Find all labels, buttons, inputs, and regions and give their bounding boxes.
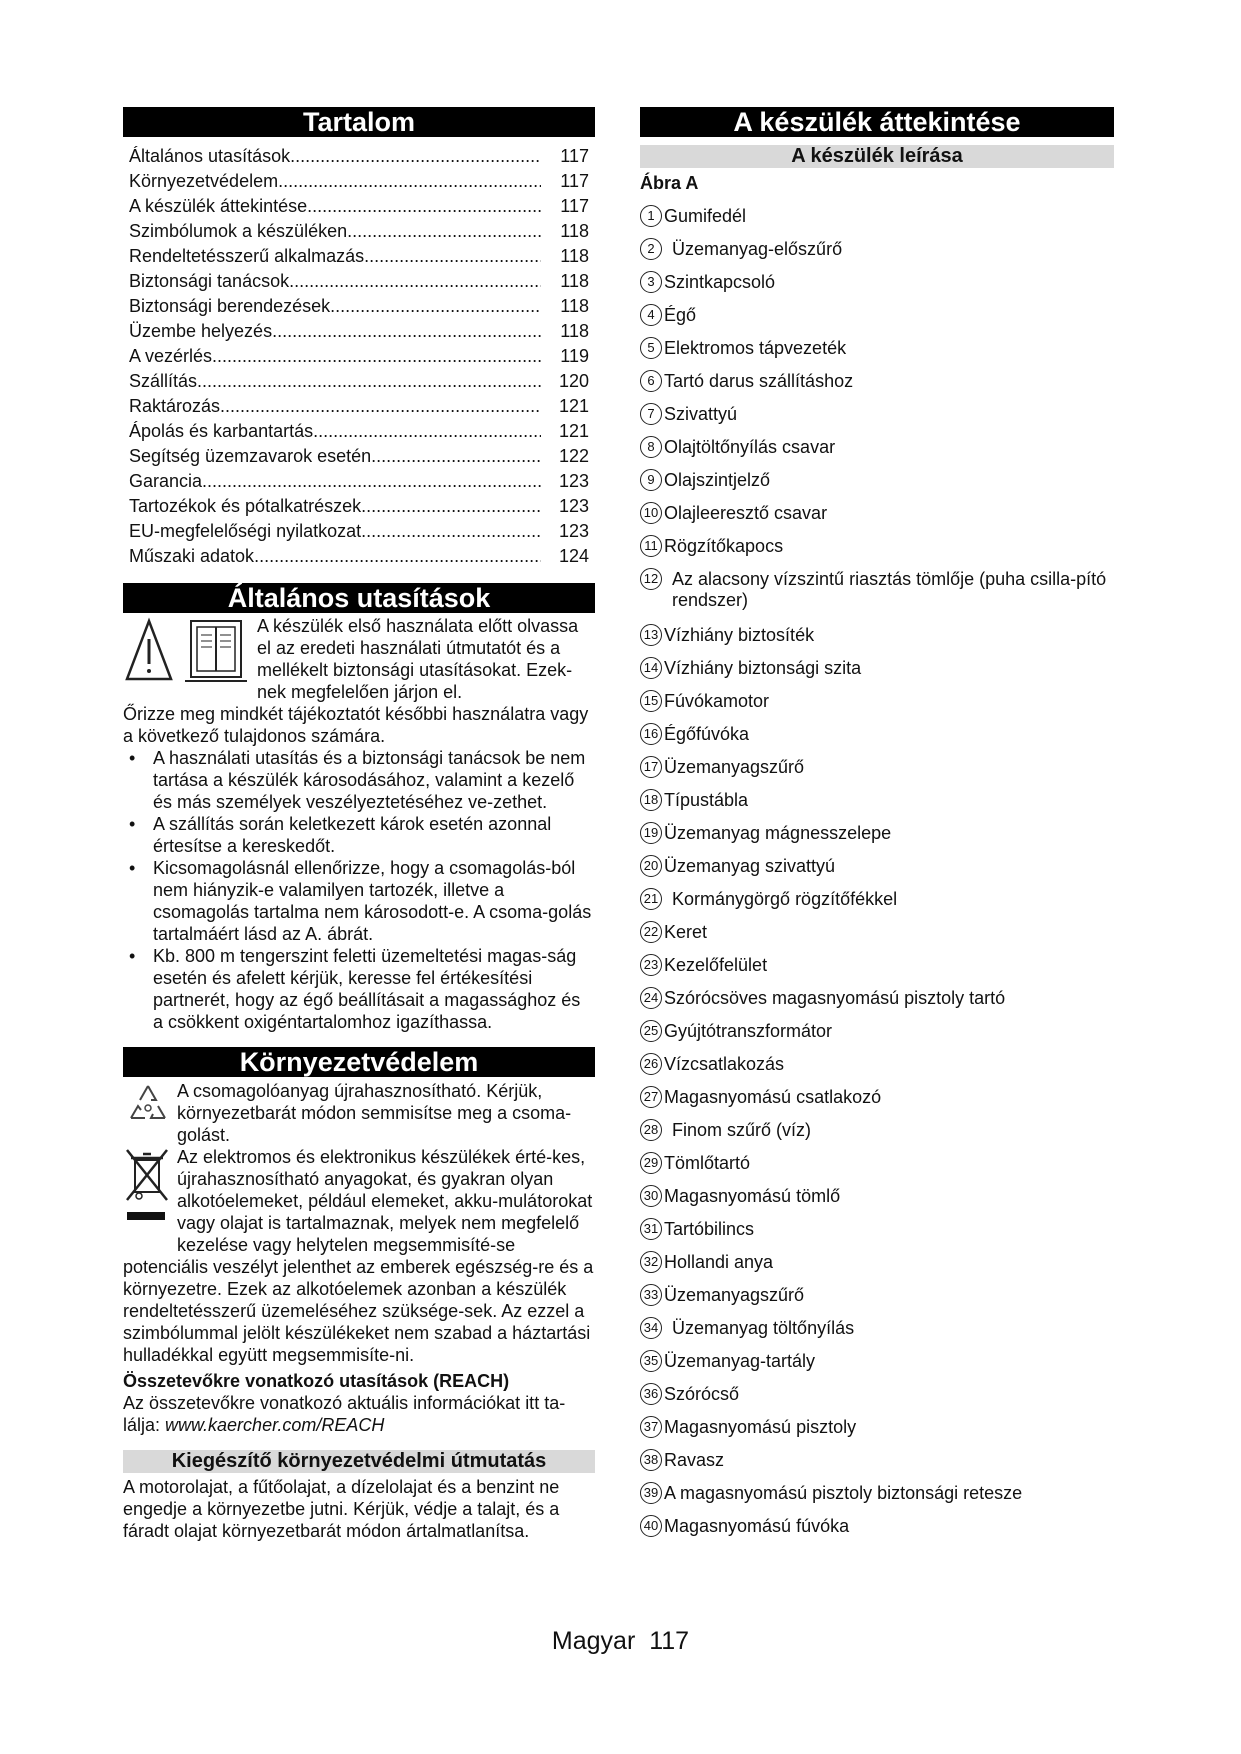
part-label: Tartóbilincs <box>664 1219 755 1239</box>
toc-entry-page: 118 <box>560 321 589 341</box>
part-label: Szórócső <box>664 1384 740 1404</box>
part-label: Elektromos tápvezeték <box>664 338 847 358</box>
toc-entry[interactable] <box>129 344 589 369</box>
overview-subtitle: A készülék leírása <box>640 145 1114 168</box>
general-keep-text: Őrizze meg mindkét tájékoztatót későbbi használatra vagy a következő tulajdonos számára. <box>123 704 589 746</box>
list-item <box>640 1180 1114 1213</box>
part-label: Ravasz <box>664 1450 725 1470</box>
part-number-badge: 38 <box>640 1449 662 1471</box>
part-number-badge: 14 <box>640 657 662 679</box>
toc-leader <box>289 269 541 294</box>
list-item <box>640 1378 1114 1411</box>
toc-leader <box>361 494 541 519</box>
part-number-badge: 36 <box>640 1383 662 1405</box>
toc-leader <box>212 344 541 369</box>
toc-entry-page: 121 <box>558 421 589 441</box>
toc-entry-page: 117 <box>560 171 589 191</box>
list-item <box>640 1081 1114 1114</box>
toc-entry[interactable] <box>129 519 589 544</box>
toc-list <box>123 137 595 569</box>
toc-entry[interactable] <box>129 269 589 294</box>
part-number-badge: 11 <box>640 535 662 557</box>
list-item <box>640 685 1114 718</box>
part-label: Kormánygörgő rögzítőfékkel <box>672 889 898 909</box>
toc-entry[interactable] <box>129 169 589 194</box>
toc-entry-label: Szállítás <box>129 371 198 391</box>
toc-entry-label: EU-megfelelőségi nyilatkozat <box>129 521 362 541</box>
list-item <box>640 497 1114 530</box>
reach-text <box>123 1392 595 1436</box>
environment-title: Környezetvédelem <box>123 1047 595 1077</box>
warning-read-manual-icon <box>123 615 253 685</box>
list-item: • Kicsomagolásnál ellenőrizze, hogy a csomagolás-ból nem hiányzik-e valamilyen tartozék, illetve a csomagolás tartalma nem károsodott-e. A csoma-golás tartalmáért lásd az A. ábrát. <box>123 857 595 945</box>
part-label: Égőfúvóka <box>664 724 750 744</box>
list-item <box>640 398 1114 431</box>
part-number-badge: 12 <box>640 568 662 590</box>
list-item <box>640 883 1114 916</box>
list-item <box>640 1114 1114 1147</box>
part-label: Magasnyomású pisztoly <box>664 1417 857 1437</box>
list-item <box>640 817 1114 850</box>
list-item <box>640 1246 1114 1279</box>
general-section <box>123 583 595 1033</box>
part-label: Égő <box>664 305 697 325</box>
extra-env-text: A motorolajat, a fűtőolajat, a dízelolajat és a benzint ne engedje a környezetbe jutni. Kérjük, védje a talajt, és a fáradt olajat környezetbarát módon ártalmatlanítsa. <box>123 1477 560 1541</box>
toc-entry-page: 121 <box>558 396 589 416</box>
part-label: Rögzítőkapocs <box>664 536 784 556</box>
part-label: Vízcsatlakozás <box>664 1054 785 1074</box>
toc-entry[interactable] <box>129 544 589 569</box>
part-number-badge: 34 <box>640 1317 662 1339</box>
part-label: Üzemanyag töltőnyílás <box>672 1318 855 1338</box>
list-item <box>640 431 1114 464</box>
toc-entry[interactable] <box>129 219 589 244</box>
part-label: Az alacsony vízszintű riasztás tömlője (puha csilla-pító rendszer) <box>672 569 1107 610</box>
part-label: Kezelőfelület <box>664 955 768 975</box>
part-label: Fúvókamotor <box>664 691 770 711</box>
part-number-badge: 21 <box>640 888 662 910</box>
part-label: Olajleeresztő csavar <box>664 503 828 523</box>
toc-entry-label: Segítség üzemzavarok esetén <box>129 446 372 466</box>
footer-page-number: 117 <box>649 1627 690 1655</box>
part-number-badge: 15 <box>640 690 662 712</box>
toc-entry-page: 123 <box>558 471 589 491</box>
list-item <box>640 784 1114 817</box>
toc-leader <box>202 469 541 494</box>
toc-entry-label: Biztonsági tanácsok <box>129 271 290 291</box>
list-item: • Kb. 800 m tengerszint feletti üzemeltetési magas-ság esetén és afelett kérjük, keresse fel értékesítési partnerét, hogy az égő beállításait a magassághoz és a csökkent oxigéntartalomhoz igazíthassa. <box>123 945 595 1033</box>
part-number-badge: 32 <box>640 1251 662 1273</box>
part-number-badge: 16 <box>640 723 662 745</box>
list-item <box>640 619 1114 652</box>
toc-entry-page: 123 <box>558 521 589 541</box>
list-item <box>640 299 1114 332</box>
recycle-icon <box>123 1080 173 1130</box>
weee-bin-icon <box>123 1146 173 1238</box>
part-label: Magasnyomású csatlakozó <box>664 1087 882 1107</box>
part-number-badge: 33 <box>640 1284 662 1306</box>
list-item <box>640 1015 1114 1048</box>
recycle-text: A csomagolóanyag újrahasznosítható. Kérjük, környezetbarát módon semmisítse meg a csoma-golást. <box>177 1081 572 1145</box>
list-item <box>640 1477 1114 1510</box>
list-item <box>640 200 1114 233</box>
toc-entry[interactable] <box>129 244 589 269</box>
part-number-badge: 5 <box>640 337 662 359</box>
list-item <box>640 1312 1114 1345</box>
toc-entry[interactable] <box>129 319 589 344</box>
part-label: Szórócsöves magasnyomású pisztoly tartó <box>664 988 1006 1008</box>
part-label: Tartó darus szállításhoz <box>664 371 854 391</box>
list-item <box>640 751 1114 784</box>
part-number-badge: 17 <box>640 756 662 778</box>
part-label: Tömlőtartó <box>664 1153 751 1173</box>
list-item: • A használati utasítás és a biztonsági tanácsok be nem tartása a készülék károsodásához, valamint a kezelő és más személyek veszélyeztetéséhez ve-zethet. <box>123 747 595 813</box>
parts-list <box>640 200 1114 1543</box>
toc-entry-page: 117 <box>560 146 589 166</box>
part-label: Szivattyú <box>664 404 738 424</box>
list-item <box>640 1048 1114 1081</box>
list-item <box>640 718 1114 751</box>
footer-language: Magyar <box>551 1627 636 1655</box>
part-label: Üzemanyag szivattyú <box>664 856 836 876</box>
list-item <box>640 365 1114 398</box>
toc-entry[interactable] <box>129 294 589 319</box>
toc-entry-page: 124 <box>558 546 589 566</box>
toc-entry-label: Biztonsági berendezések <box>129 296 331 316</box>
toc-entry-page: 123 <box>558 496 589 516</box>
part-label: Üzemanyag-tartály <box>664 1351 816 1371</box>
list-item <box>640 949 1114 982</box>
list-item <box>640 464 1114 497</box>
toc-entry-label: A készülék áttekintése <box>129 196 308 216</box>
part-number-badge: 30 <box>640 1185 662 1207</box>
list-item <box>640 982 1114 1015</box>
toc-entry[interactable] <box>129 394 589 419</box>
part-label: Vízhiány biztosíték <box>664 625 815 645</box>
toc-entry[interactable] <box>129 419 589 444</box>
toc-entry-label: Műszaki adatok <box>129 546 255 566</box>
toc-leader <box>364 244 541 269</box>
toc-entry-label: Raktározás <box>129 396 221 416</box>
part-label: Magasnyomású tömlő <box>664 1186 841 1206</box>
toc-entry-label: Ápolás és karbantartás <box>129 421 314 441</box>
list-item <box>640 1213 1114 1246</box>
toc-entry[interactable] <box>129 369 589 394</box>
toc-entry-label: Általános utasítások <box>129 146 291 166</box>
part-number-badge: 35 <box>640 1350 662 1372</box>
toc-leader <box>313 419 541 444</box>
part-label: Magasnyomású fúvóka <box>664 1516 850 1536</box>
toc-entry[interactable] <box>129 469 589 494</box>
list-item <box>640 1411 1114 1444</box>
part-number-badge: 25 <box>640 1020 662 1042</box>
part-number-badge: 29 <box>640 1152 662 1174</box>
part-number-badge: 10 <box>640 502 662 524</box>
toc-entry-page: 122 <box>558 446 589 466</box>
part-label: Olajtöltőnyílás csavar <box>664 437 836 457</box>
list-item <box>640 916 1114 949</box>
toc-entry[interactable] <box>129 144 589 169</box>
toc-entry[interactable] <box>129 494 589 519</box>
part-label: Hollandi anya <box>664 1252 774 1272</box>
part-number-badge: 18 <box>640 789 662 811</box>
part-number-badge: 20 <box>640 855 662 877</box>
part-number-badge: 40 <box>640 1515 662 1537</box>
list-item: • A szállítás során keletkezett károk esetén azonnal értesítse a kereskedőt. <box>123 813 595 857</box>
toc-entry-page: 118 <box>560 246 589 266</box>
part-label: A magasnyomású pisztoly biztonsági retesze <box>664 1483 1023 1503</box>
figure-label: Ábra A <box>640 173 699 193</box>
list-item <box>640 652 1114 685</box>
part-label: Finom szűrő (víz) <box>672 1120 812 1140</box>
toc-entry-page: 120 <box>558 371 589 391</box>
part-number-badge: 13 <box>640 624 662 646</box>
toc-leader <box>307 194 541 219</box>
toc-leader <box>361 519 541 544</box>
part-label: Üzemanyagszűrő <box>664 1285 805 1305</box>
weee-block <box>123 1146 595 1366</box>
general-intro-block <box>123 613 595 703</box>
left-column <box>123 107 595 1542</box>
toc-entry-page: 119 <box>560 346 589 366</box>
part-label: Típustábla <box>664 790 749 810</box>
toc-entry[interactable] <box>129 194 589 219</box>
part-label: Gumifedél <box>664 206 747 226</box>
page-footer <box>0 1627 1241 1656</box>
part-number-badge: 2 <box>640 238 662 260</box>
weee-text: Az elektromos és elektronikus készülékek érté-kes, újrahasznosítható anyagokat, és gyakran olyan alkotóelemeket, például elemeket, akku-mulátorokat vagy olajat is tartalmaznak, melyek nem megfelelő kezelése vagy helytelen megsemmisíté-se potenciális veszélyt jelenthet az emberek egészség-re és a környezetre. Ezek az alkotóelemek azonban a készülék rendeltetésszerű üzemeléséhez szüksége-sek. Az ezzel a szimbólummal jelölt készülékeket nem szabad a háztartási hulladékkal együtt megsemmisíte-ni. <box>123 1147 594 1365</box>
reach-link[interactable]: www.kaercher.com/REACH <box>165 1415 385 1435</box>
list-item <box>640 1279 1114 1312</box>
part-number-badge: 23 <box>640 954 662 976</box>
part-number-badge: 19 <box>640 822 662 844</box>
toc-entry-label: Üzembe helyezés <box>129 321 273 341</box>
toc-entry-label: Rendeltetésszerű alkalmazás <box>129 246 365 266</box>
part-number-badge: 7 <box>640 403 662 425</box>
part-label: Üzemanyag-előszűrő <box>672 239 843 259</box>
general-intro-text: A készülék első használata előtt olvassa el az eredeti használati útmutatót és a mellékelt biztonsági utasításokat. Ezek-nek megfelelően járjon el. <box>257 616 579 702</box>
toc-entry-page: 118 <box>560 296 589 316</box>
toc-entry-label: Garancia <box>129 471 203 491</box>
toc-entry-page: 118 <box>560 271 589 291</box>
toc-leader <box>347 219 541 244</box>
part-label: Üzemanyag mágnesszelepe <box>664 823 892 843</box>
part-number-badge: 27 <box>640 1086 662 1108</box>
toc-entry-label: Tartozékok és pótalkatrészek <box>129 496 362 516</box>
part-label: Keret <box>664 922 708 942</box>
toc-entry-page: 118 <box>560 221 589 241</box>
part-number-badge: 1 <box>640 205 662 227</box>
recycle-block <box>123 1077 595 1146</box>
part-label: Gyújtótranszformátor <box>664 1021 833 1041</box>
part-number-badge: 8 <box>640 436 662 458</box>
toc-leader <box>278 169 541 194</box>
list-item <box>640 563 1114 619</box>
list-item <box>640 332 1114 365</box>
toc-entry-page: 117 <box>560 196 589 216</box>
part-number-badge: 4 <box>640 304 662 326</box>
toc-leader <box>272 319 541 344</box>
part-number-badge: 31 <box>640 1218 662 1240</box>
part-number-badge: 37 <box>640 1416 662 1438</box>
part-label: Vízhiány biztonsági szita <box>664 658 862 678</box>
toc-entry[interactable] <box>129 444 589 469</box>
right-column <box>640 107 1114 1543</box>
part-label: Olajszintjelző <box>664 470 771 490</box>
part-number-badge: 24 <box>640 987 662 1009</box>
toc-leader <box>220 394 541 419</box>
part-number-badge: 28 <box>640 1119 662 1141</box>
list-item <box>640 1345 1114 1378</box>
toc-entry-label: Szimbólumok a készüléken <box>129 221 348 241</box>
part-number-badge: 26 <box>640 1053 662 1075</box>
list-item <box>640 1147 1114 1180</box>
overview-title: A készülék áttekintése <box>640 107 1114 137</box>
list-item <box>640 266 1114 299</box>
part-number-badge: 22 <box>640 921 662 943</box>
reach-title: Összetevőkre vonatkozó utasítások (REACH) <box>123 1371 510 1391</box>
toc-leader <box>330 294 541 319</box>
general-bullets <box>123 747 595 1033</box>
toc-leader <box>254 544 541 569</box>
toc-entry-label: Környezetvédelem <box>129 171 279 191</box>
toc-entry-label: A vezérlés <box>129 346 213 366</box>
reach-text-body: Az összetevőkre vonatkozó aktuális információkat itt ta-lálja: <box>123 1393 566 1435</box>
general-title: Általános utasítások <box>123 583 595 613</box>
toc-leader <box>197 369 541 394</box>
list-item <box>640 1510 1114 1543</box>
list-item <box>640 233 1114 266</box>
part-label: Szintkapcsoló <box>664 272 776 292</box>
list-item <box>640 530 1114 563</box>
part-number-badge: 6 <box>640 370 662 392</box>
extra-env-title: Kiegészítő környezetvédelmi útmutatás <box>123 1450 595 1473</box>
toc-leader <box>371 444 541 469</box>
toc-title: Tartalom <box>123 107 595 137</box>
toc-leader <box>290 144 541 169</box>
part-number-badge: 3 <box>640 271 662 293</box>
list-item <box>640 850 1114 883</box>
part-label: Üzemanyagszűrő <box>664 757 805 777</box>
list-item <box>640 1444 1114 1477</box>
part-number-badge: 39 <box>640 1482 662 1504</box>
environment-section <box>123 1047 595 1542</box>
part-number-badge: 9 <box>640 469 662 491</box>
